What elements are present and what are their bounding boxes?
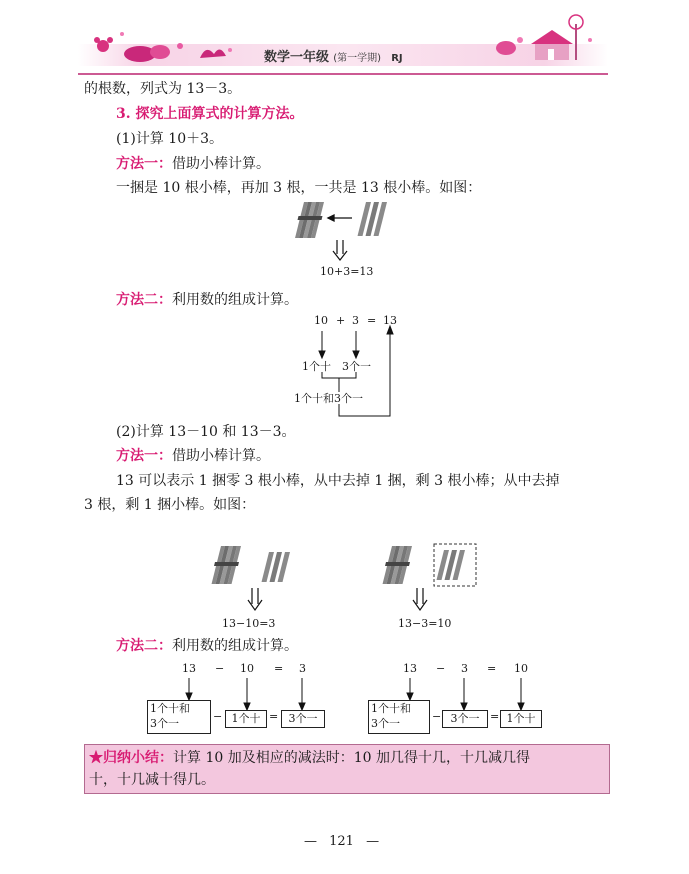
box-ones: 3个一 — [281, 710, 325, 728]
arrow-icon — [328, 215, 352, 221]
minus-sign: − — [432, 710, 442, 723]
part1-title: (1)计算 10＋3。 — [116, 131, 224, 147]
op-minus: − — [436, 662, 446, 675]
fig3-right-equation: 13−3=10 — [398, 617, 452, 630]
summary-text1: 计算 10 加及相应的减法时：10 加几得十几，十几减几得 — [173, 750, 530, 766]
num-13: 13 — [383, 314, 397, 327]
box-line2: 3个一 — [371, 717, 400, 730]
num-13: 13 — [403, 662, 417, 675]
header-decoration — [0, 0, 689, 80]
page-number: 121 — [329, 834, 354, 849]
header-banner — [0, 0, 689, 80]
header-edition: RJ — [391, 53, 403, 64]
line-top: 的根数，列式为 13－3。 — [84, 81, 242, 97]
composition-sub-right-diagram — [366, 660, 556, 738]
method-text: 借助小棒计算。 — [172, 156, 270, 172]
num-3: 3 — [461, 662, 468, 675]
page-number-footer — [304, 834, 379, 849]
label-ten: 1个十 — [302, 360, 331, 373]
num-10: 10 — [514, 662, 528, 675]
method-label: 方法一： — [116, 156, 172, 172]
method3-line — [116, 446, 270, 466]
double-down-arrow-icon — [248, 588, 262, 610]
method-label: 方法二： — [116, 638, 172, 654]
num-13: 13 — [182, 662, 196, 675]
sticks-figure-sub-left — [205, 540, 315, 616]
box-combined — [147, 700, 211, 734]
double-down-arrow-icon — [333, 240, 347, 260]
op-equals: = — [367, 314, 377, 327]
stick-bundle-icon — [381, 546, 414, 584]
dash-left: — — [304, 834, 317, 849]
stick-bundle-icon — [293, 202, 326, 238]
header-title: 数学一年级 — [264, 50, 330, 65]
box-ten: 1个十 — [225, 710, 267, 728]
paragraph-1: 一捆是 10 根小棒，再加 3 根，一共是 13 根小棒。如图： — [116, 180, 482, 196]
box-line2: 3个一 — [150, 717, 179, 730]
num-3: 3 — [299, 662, 306, 675]
method4-line — [116, 636, 298, 656]
op-equals: = — [487, 662, 497, 675]
summary-line1 — [89, 748, 530, 768]
num-10: 10 — [240, 662, 254, 675]
three-sticks-icon — [437, 550, 465, 580]
equals-sign: = — [269, 710, 279, 723]
paragraph-2-line2: 3 根，剩 1 捆小棒。如图： — [84, 497, 256, 513]
double-down-arrow-icon — [413, 588, 427, 610]
box-line1: 1个十和 — [371, 702, 411, 715]
box-line1: 1个十和 — [150, 702, 190, 715]
summary-line2: 十，十几减十得几。 — [89, 772, 215, 788]
header-term: (第一学期) — [333, 53, 382, 64]
stick-bundle-icon — [210, 546, 243, 584]
method-label: 方法二： — [116, 292, 172, 308]
equals-sign: = — [490, 710, 500, 723]
method-text: 利用数的组成计算。 — [172, 292, 298, 308]
three-sticks-icon — [262, 552, 290, 582]
box-ten: 1个十 — [500, 710, 542, 728]
composition-add-diagram — [280, 312, 430, 422]
dash-right: — — [366, 834, 380, 849]
summary-box — [84, 744, 610, 794]
box-ones: 3个一 — [442, 710, 488, 728]
method-label: 方法一： — [116, 448, 172, 464]
num-3: 3 — [352, 314, 359, 327]
sticks-figure-sub-right — [380, 540, 490, 616]
method-text: 借助小棒计算。 — [172, 448, 270, 464]
method-text: 利用数的组成计算。 — [172, 638, 298, 654]
composition-sub-left-diagram — [145, 660, 335, 738]
minus-sign: − — [213, 710, 223, 723]
three-sticks-icon — [358, 202, 387, 236]
label-combined: 1个十和3个一 — [294, 392, 363, 405]
op-equals: = — [274, 662, 284, 675]
op-plus: + — [336, 314, 346, 327]
box-combined — [368, 700, 430, 734]
sticks-figure-add — [290, 196, 400, 266]
method2-line — [116, 290, 298, 310]
fig1-equation: 10+3=13 — [320, 265, 374, 278]
op-minus: − — [215, 662, 225, 675]
fig3-left-equation: 13−10=3 — [222, 617, 276, 630]
summary-label: ★归纳小结： — [89, 750, 173, 766]
paragraph-2-line1: 13 可以表示 1 捆零 3 根小棒，从中去掉 1 捆，剩 3 根小棒；从中去掉 — [116, 473, 560, 489]
method1-line — [116, 154, 270, 174]
part2-title: (2)计算 13－10 和 13－3。 — [116, 424, 296, 440]
label-ones: 3个一 — [342, 360, 371, 373]
num-10: 10 — [314, 314, 328, 327]
section3-title: 3. 探究上面算式的计算方法。 — [116, 106, 304, 122]
